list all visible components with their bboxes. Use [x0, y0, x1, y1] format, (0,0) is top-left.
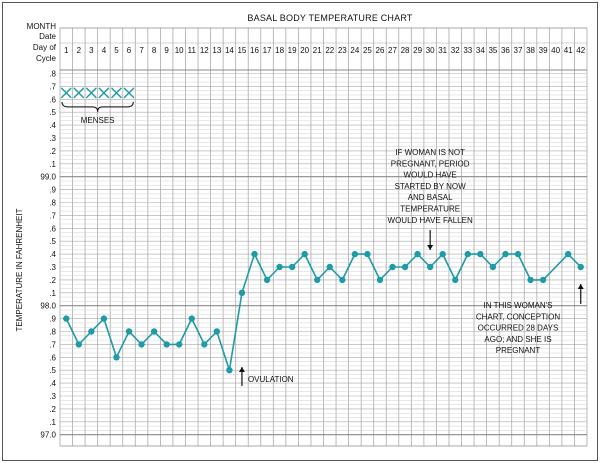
temp-tick-label: .6 — [49, 224, 56, 234]
day-label: 41 — [563, 46, 573, 55]
temp-tick-label: 97.0 — [40, 430, 56, 440]
day-label: 38 — [526, 46, 535, 55]
temperature-point — [565, 251, 571, 257]
temperature-point — [440, 251, 446, 257]
temp-tick-label: .3 — [49, 392, 56, 401]
temp-tick-label: 99.0 — [40, 172, 56, 182]
day-label: 17 — [262, 46, 272, 55]
temperature-point — [264, 277, 270, 283]
day-of-cycle-header-2: Cycle — [35, 54, 56, 63]
temperature-point — [314, 277, 320, 283]
temperature-point — [289, 264, 295, 270]
temperature-point — [327, 264, 333, 270]
pregnancy-note-line: IN THIS WOMAN'S — [483, 301, 553, 310]
day-label: 14 — [224, 46, 234, 55]
temp-tick-label: .9 — [49, 185, 56, 195]
period-note-line: WOULD HAVE — [403, 170, 457, 180]
temp-tick-label: .8 — [49, 327, 56, 337]
day-label: 5 — [114, 46, 119, 55]
temperature-point — [189, 315, 195, 321]
temperature-point — [226, 367, 232, 373]
day-of-cycle-header-1: Day of — [32, 43, 56, 52]
temperature-point — [101, 315, 107, 321]
temperature-point — [414, 251, 420, 257]
temp-tick-label: 98.0 — [40, 301, 56, 311]
temperature-point — [126, 328, 132, 334]
temp-tick-label: .6 — [49, 353, 56, 363]
day-label: 22 — [325, 46, 335, 55]
x-tick-labels — [64, 46, 586, 55]
date-header: Date — [39, 32, 56, 41]
day-label: 9 — [164, 46, 169, 55]
temp-tick-label: .3 — [49, 134, 56, 143]
temp-tick-label: .4 — [49, 250, 56, 260]
temperature-point — [465, 251, 471, 257]
pregnancy-note-line: AGO; AND SHE IS — [484, 334, 552, 344]
day-label: 2 — [76, 46, 82, 55]
period-note-line: STARTED BY NOW — [394, 181, 466, 191]
day-label: 26 — [375, 46, 385, 55]
day-label: 15 — [237, 46, 247, 55]
temperature-point — [452, 277, 458, 283]
day-label: 16 — [250, 46, 259, 55]
period-note-line: IF WOMAN IS NOT — [395, 148, 466, 157]
day-label: 39 — [538, 46, 548, 55]
pregnancy-note-line: OCCURRED 28 DAYS — [477, 323, 559, 333]
temp-tick-label: .8 — [49, 198, 56, 208]
period-note-line: AND BASAL — [407, 193, 453, 203]
temperature-point — [389, 264, 395, 270]
temperature-point — [214, 328, 220, 334]
temp-tick-label: .2 — [49, 146, 56, 156]
pregnancy-note-line: PREGNANT — [495, 346, 541, 356]
day-label: 40 — [551, 46, 561, 55]
day-label: 11 — [187, 46, 196, 55]
temperature-point — [201, 341, 207, 347]
ovulation-label: OVULATION — [247, 375, 294, 384]
day-label: 18 — [275, 46, 285, 55]
day-label: 24 — [350, 46, 360, 55]
temp-tick-label: .5 — [49, 366, 56, 376]
day-label: 20 — [300, 46, 310, 55]
day-label: 34 — [475, 46, 485, 55]
day-label: 25 — [362, 46, 372, 55]
temp-tick-label: .1 — [49, 159, 56, 169]
temp-tick-label: .2 — [49, 275, 56, 285]
temperature-point — [352, 251, 358, 257]
month-header: MONTH — [26, 22, 56, 31]
temp-tick-label: .7 — [49, 211, 56, 221]
chart-title: BASAL BODY TEMPERATURE CHART — [247, 13, 413, 23]
day-label: 10 — [174, 46, 184, 55]
day-label: 29 — [413, 46, 423, 55]
temp-tick-label: .1 — [49, 417, 56, 427]
temperature-point — [251, 251, 257, 257]
temperature-point — [578, 264, 584, 270]
temperature-point — [540, 277, 546, 283]
temperature-point — [176, 341, 182, 347]
temperature-point — [88, 328, 94, 334]
period-note-line: TEMPERATURE — [400, 204, 461, 214]
temperature-point — [377, 277, 383, 283]
day-label: 21 — [312, 46, 322, 55]
temperature-point — [490, 264, 496, 270]
day-label: 33 — [463, 46, 473, 55]
temp-tick-label: .5 — [49, 108, 56, 118]
day-label: 36 — [500, 46, 510, 55]
day-label: 19 — [287, 46, 297, 55]
temperature-point — [276, 264, 282, 270]
temp-tick-label: .4 — [49, 379, 56, 389]
temperature-point — [515, 251, 521, 257]
day-label: 30 — [425, 46, 435, 55]
day-label: 42 — [576, 46, 586, 55]
temperature-point — [364, 251, 370, 257]
temp-tick-label: .9 — [49, 314, 56, 324]
menses-label: MENSES — [80, 115, 115, 125]
temperature-point — [502, 251, 508, 257]
day-label: 8 — [151, 46, 157, 55]
temperature-point — [427, 264, 433, 270]
temperature-point — [138, 341, 144, 347]
temperature-point — [113, 354, 119, 360]
day-label: 32 — [450, 46, 460, 55]
day-label: 3 — [89, 46, 94, 55]
y-axis-label: TEMPERATURE IN FAHRENHEIT — [15, 208, 24, 332]
day-label: 28 — [400, 46, 410, 55]
temperature-point — [527, 277, 533, 283]
temperature-point — [151, 328, 157, 334]
day-label: 31 — [438, 46, 448, 55]
temperature-point — [63, 315, 69, 321]
temperature-point — [477, 251, 483, 257]
temperature-point — [301, 251, 307, 257]
temp-tick-label: .7 — [49, 340, 56, 350]
pregnancy-note-line: CHART, CONCEPTION — [475, 312, 561, 322]
day-label: 4 — [101, 46, 107, 55]
temp-tick-label: .8 — [49, 69, 56, 79]
temperature-point — [402, 264, 408, 270]
day-label: 12 — [199, 46, 209, 55]
day-label: 6 — [126, 46, 132, 55]
temperature-point — [239, 290, 245, 296]
temp-tick-label: .3 — [49, 263, 56, 272]
temp-tick-label: .5 — [49, 237, 56, 247]
period-note-line: WOULD HAVE FALLEN — [387, 215, 473, 225]
temp-tick-label: .7 — [49, 82, 56, 92]
temp-tick-label: .6 — [49, 95, 56, 105]
period-note-line: PREGNANT, PERIOD — [390, 159, 470, 169]
day-label: 1 — [64, 46, 69, 55]
temp-tick-label: .4 — [49, 121, 56, 131]
day-label: 37 — [513, 46, 523, 55]
day-label: 35 — [488, 46, 498, 55]
day-label: 13 — [212, 46, 222, 55]
temperature-point — [339, 277, 345, 283]
day-label: 27 — [388, 46, 397, 55]
day-label: 7 — [139, 46, 144, 55]
grid — [60, 28, 587, 446]
temperature-point — [76, 341, 82, 347]
temp-tick-label: .2 — [49, 404, 56, 414]
temperature-point — [163, 341, 169, 347]
day-label: 23 — [337, 46, 347, 55]
temp-tick-label: .1 — [49, 288, 56, 298]
